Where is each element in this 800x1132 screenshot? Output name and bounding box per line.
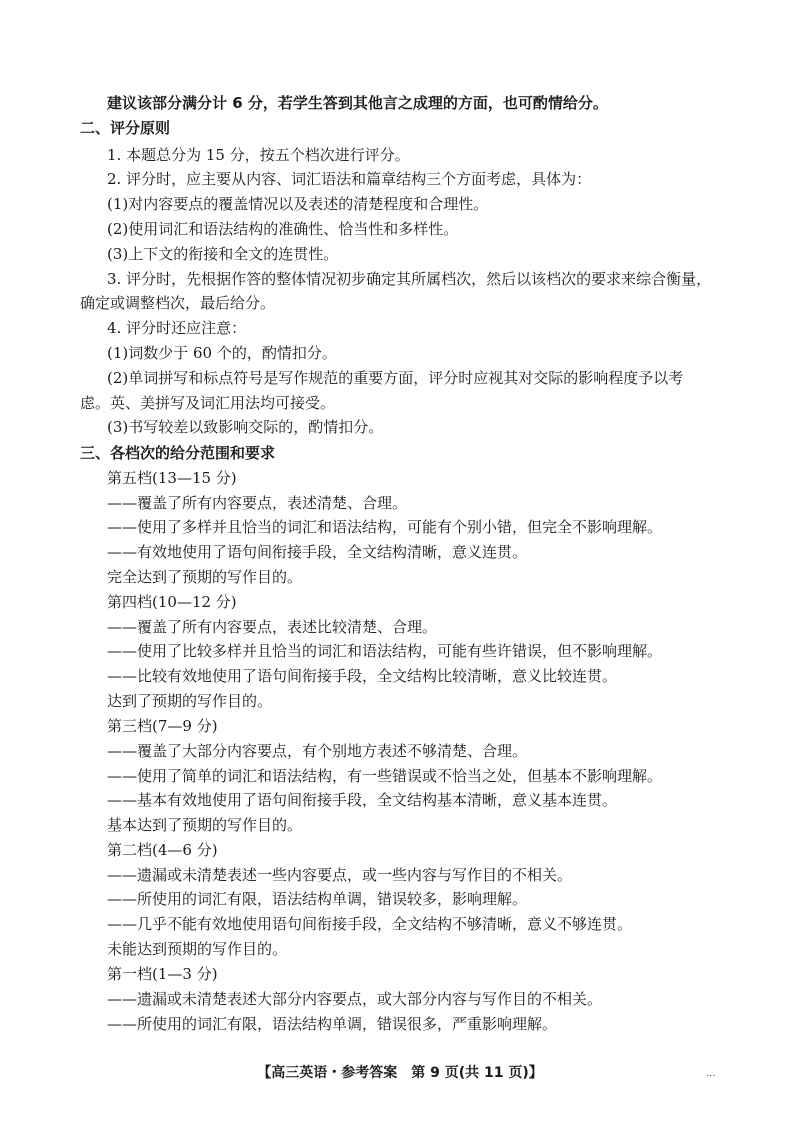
- principle-2-item-3: (3)上下文的衔接和全文的连贯性。: [107, 245, 339, 263]
- principle-1: 1. 本题总分为 15 分，按五个档次进行评分。: [107, 146, 410, 164]
- level-3-criterion-2: ——使用了简单的词汇和语法结构，有一些错误或不恰当之处，但基本不影响理解。: [107, 767, 663, 785]
- page-footer: 【高三英语・参考答案 第 9 页(共 11 页)】: [257, 1065, 543, 1081]
- level-3-criterion-3: ——基本有效地使用了语句间衔接手段，全文结构基本清晰，意义基本连贯。: [107, 791, 618, 809]
- principle-4: 4. 评分时还应注意：: [107, 319, 247, 337]
- level-1-title: 第一档(1—3 分): [107, 965, 218, 983]
- corner-mark: ...: [706, 1068, 716, 1079]
- principle-4-item-1: (1)词数少于 60 个的，酌情扣分。: [107, 344, 337, 362]
- level-5-title: 第五档(13—15 分): [107, 469, 237, 487]
- level-4-criterion-3: ——比较有效地使用了语句间衔接手段，全文结构比较清晰，意义比较连贯。: [107, 667, 618, 685]
- level-2-summary: 未能达到预期的写作目的。: [107, 940, 288, 958]
- principle-3: 3. 评分时，先根据作答的整体情况初步确定其所属档次，然后以该档次的要求来综合衡量，: [107, 270, 712, 288]
- section-heading-principles: 二、评分原则: [80, 119, 171, 137]
- level-2-criterion-2: ——所使用的词汇有限，语法结构单调，错误较多，影响理解。: [107, 890, 528, 908]
- level-5-summary: 完全达到了预期的写作目的。: [107, 568, 303, 586]
- level-4-criterion-2: ——使用了比较多样并且恰当的词汇和语法结构，可能有些许错误，但不影响理解。: [107, 642, 663, 660]
- section-heading-levels: 三、各档次的给分范围和要求: [80, 444, 276, 462]
- level-1-criterion-1: ——遗漏或未清楚表述大部分内容要点，或大部分内容与写作目的不相关。: [107, 990, 603, 1008]
- level-5-criterion-3: ——有效地使用了语句间衔接手段，全文结构清晰，意义连贯。: [107, 543, 528, 561]
- level-2-criterion-1: ——遗漏或未清楚表述一些内容要点，或一些内容与写作目的不相关。: [107, 866, 573, 884]
- level-3-summary: 基本达到了预期的写作目的。: [107, 816, 303, 834]
- level-3-title: 第三档(7—9 分): [107, 717, 218, 735]
- principle-4-item-2: (2)单词拼写和标点符号是写作规范的重要方面，评分时应视其对交际的影响程度予以考: [107, 369, 684, 387]
- level-5-criterion-2: ——使用了多样并且恰当的词汇和语法结构，可能有个别小错，但完全不影响理解。: [107, 518, 663, 536]
- principle-4-item-2-continued: 虑。英、美拼写及词汇用法均可接受。: [80, 394, 336, 412]
- level-4-criterion-1: ——覆盖了所有内容要点，表述比较清楚、合理。: [107, 618, 438, 636]
- scoring-note: 建议该部分满分计 6 分，若学生答到其他言之成理的方面，也可酌情给分。: [107, 94, 608, 112]
- level-4-title: 第四档(10—12 分): [107, 593, 237, 611]
- level-4-summary: 达到了预期的写作目的。: [107, 692, 273, 710]
- principle-2-item-2: (2)使用词汇和语法结构的准确性、恰当性和多样性。: [107, 220, 459, 238]
- level-2-title: 第二档(4—6 分): [107, 841, 218, 859]
- level-1-criterion-2: ——所使用的词汇有限，语法结构单调，错误很多，严重影响理解。: [107, 1015, 558, 1033]
- principle-2: 2. 评分时，应主要从内容、词汇语法和篇章结构三个方面考虑，具体为：: [107, 170, 592, 188]
- principle-3-continued: 确定或调整档次，最后给分。: [80, 294, 276, 312]
- level-2-criterion-3: ——几乎不能有效地使用语句间衔接手段，全文结构不够清晰，意义不够连贯。: [107, 915, 633, 933]
- level-5-criterion-1: ——覆盖了所有内容要点，表述清楚、合理。: [107, 494, 408, 512]
- principle-2-item-1: (1)对内容要点的覆盖情况以及表述的清楚程度和合理性。: [107, 195, 489, 213]
- level-3-criterion-1: ——覆盖了大部分内容要点，有个别地方表述不够清楚、合理。: [107, 742, 528, 760]
- principle-4-item-3: (3)书写较差以致影响交际的，酌情扣分。: [107, 418, 384, 436]
